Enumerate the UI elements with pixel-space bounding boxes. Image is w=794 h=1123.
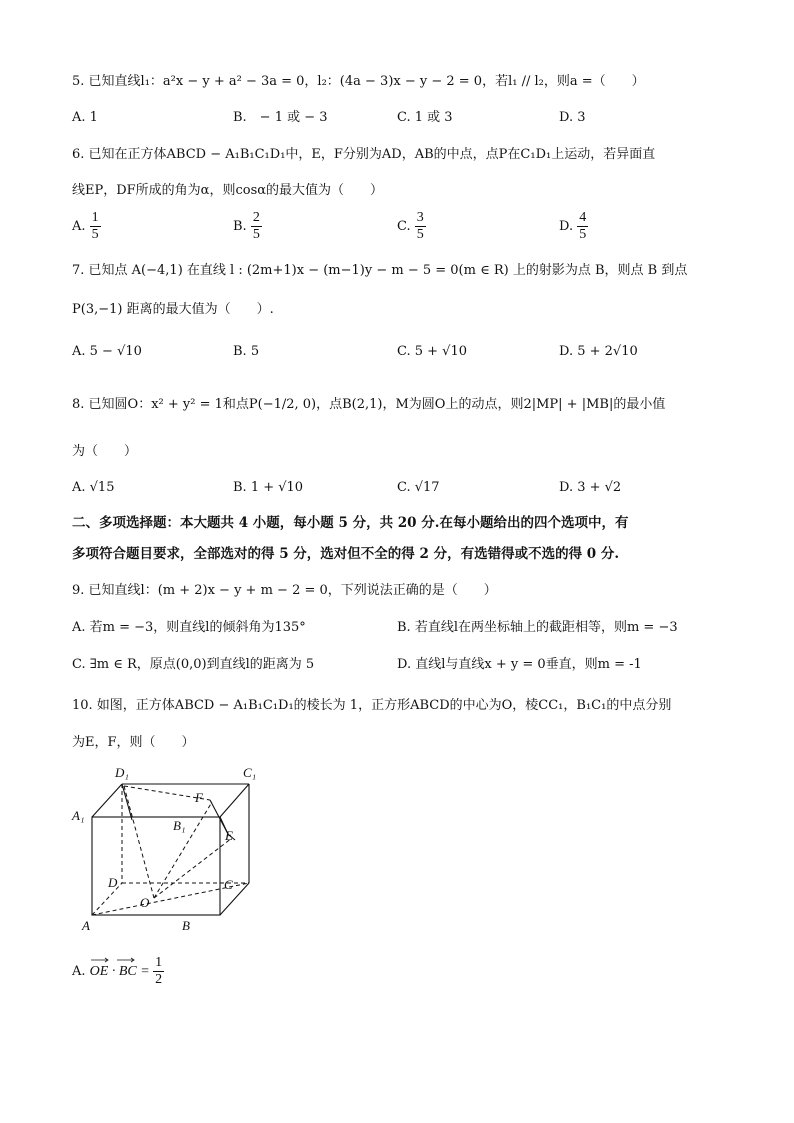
- section2-heading-line2: 多项符合题目要求，全部选对的得 5 分，选对但不全的得 2 分，有选错得或不选的得 0 分.: [72, 546, 620, 562]
- q8-option-a: A. √15: [72, 480, 115, 495]
- q8-stem-line2: 为（ ）: [72, 444, 138, 459]
- cube-figure: [60, 760, 260, 940]
- q9-stem: 9. 已知直线l：(m + 2)x − y + m − 2 = 0，下列说法正确的是（ ）: [72, 583, 497, 598]
- q6-option-b-label: B.: [233, 219, 247, 234]
- segment-o-f: [154, 802, 212, 898]
- q10-stem-line1: 10. 如图，正方体ABCD − A₁B₁C₁D₁的棱长为 1，正方形ABCD的中心为O，棱CC₁，B₁C₁的中点分别: [72, 698, 672, 713]
- section2-heading-line1: 二、多项选择题：本大题共 4 小题，每小题 5 分，共 20 分.在每小题给出的四个选项中，有: [72, 515, 629, 531]
- label-e: E: [225, 828, 233, 843]
- label-b: B: [182, 918, 190, 933]
- label-c: C: [224, 877, 233, 892]
- q5-stem: 5. 已知直线l₁：a²x − y + a² − 3a = 0，l₂：(4a − 3)x − y − 2 = 0，若l₁ // l₂，则a =（ ）: [72, 74, 645, 89]
- vector-expression: OE · BC =: [90, 962, 150, 982]
- hidden-edge-a-d: [92, 883, 122, 915]
- q5-option-b: B. − 1 或 − 3: [233, 110, 328, 125]
- label-o: O: [140, 895, 150, 910]
- cube-front-face: [92, 817, 220, 915]
- q6-option-c-fraction: $\frac{3}{5}$: [416, 210, 424, 242]
- q6-option-b: [233, 210, 262, 243]
- q9-option-b: B. 若直线l在两坐标轴上的截距相等，则m = −3: [397, 620, 678, 635]
- q10-option-a-fraction: $\frac{1}{2}$: [155, 955, 163, 987]
- q9-option-a: A. 若m = −3，则直线l的倾斜角为135°: [72, 620, 306, 635]
- label-d1: D₁: [115, 765, 129, 780]
- q6-option-c-label: C.: [397, 219, 411, 234]
- q6-stem-line2: 线EP，DF所成的角为α，则cosα的最大值为（ ）: [72, 183, 384, 198]
- q8-option-d: D. 3 + √2: [559, 480, 622, 495]
- q7-option-c: C. 5 + √10: [397, 344, 468, 359]
- edge-a1-d1: [92, 784, 122, 817]
- q9-option-c: C. ∃m ∈ R，原点(0,0)到直线l的距离为 5: [72, 657, 315, 672]
- label-d: D: [108, 875, 118, 890]
- q7-option-b: B. 5: [233, 344, 260, 359]
- q6-option-c: [397, 210, 426, 243]
- vector-arrows: [90, 957, 150, 963]
- q6-stem-line1: 6. 已知在正方体ABCD − A₁B₁C₁D₁中，E，F分别为AD，AB的中点，点P在C₁D₁上运动，若异面直: [72, 147, 656, 162]
- q6-option-a-label: A.: [72, 219, 86, 234]
- q8-option-b: B. 1 + √10: [233, 480, 304, 495]
- label-a: A: [82, 918, 90, 933]
- q5-option-d: D. 3: [559, 110, 586, 125]
- q6-option-b-fraction: $\frac{2}{5}$: [252, 210, 260, 242]
- q7-option-d: D. 5 + 2√10: [559, 344, 638, 359]
- label-c1: C₁: [243, 765, 257, 780]
- q5-option-c: C. 1 或 3: [397, 110, 453, 125]
- label-a1: A₁: [72, 808, 85, 823]
- label-f: F: [195, 790, 203, 805]
- q6-option-d-label: D.: [559, 219, 574, 234]
- q6-option-a: [72, 210, 101, 243]
- q10-option-a-label: A.: [72, 964, 86, 979]
- q7-stem-line2: P(3,−1) 距离的最大值为（ ）.: [72, 302, 274, 317]
- q10-option-a: [72, 955, 164, 988]
- q7-option-a: A. 5 − √10: [72, 344, 142, 359]
- label-b1: B₁: [173, 818, 186, 833]
- q5-option-a: A. 1: [72, 110, 98, 125]
- segment-d1-o-solid: [122, 784, 132, 820]
- edge-b1-c1: [220, 784, 249, 817]
- q7-stem-line1: 7. 已知点 A(−4,1) 在直线 l : (2m+1)x − (m−1)y − m − 5 = 0(m ∈ R) 上的射影为点 B，则点 B 到点: [72, 263, 688, 278]
- segment-d1-o: [124, 786, 154, 898]
- q6-option-d: [559, 210, 588, 243]
- q6-option-d-fraction: $\frac{4}{5}$: [579, 210, 587, 242]
- q8-stem-line1: 8. 已知圆O：x² + y² = 1和点P(−1/2, 0)，点B(2,1)，M为圆O上的动点，则2|MP| + |MB|的最小值: [72, 397, 666, 412]
- q9-option-d: D. 直线l与直线x + y = 0垂直，则m = -1: [397, 657, 642, 672]
- q6-option-a-fraction: $\frac{1}{5}$: [91, 210, 99, 242]
- q8-option-c: C. √17: [397, 480, 440, 495]
- q10-option-a-expression: [90, 964, 154, 979]
- q10-stem-line2: 为E，F，则（ ）: [72, 735, 195, 750]
